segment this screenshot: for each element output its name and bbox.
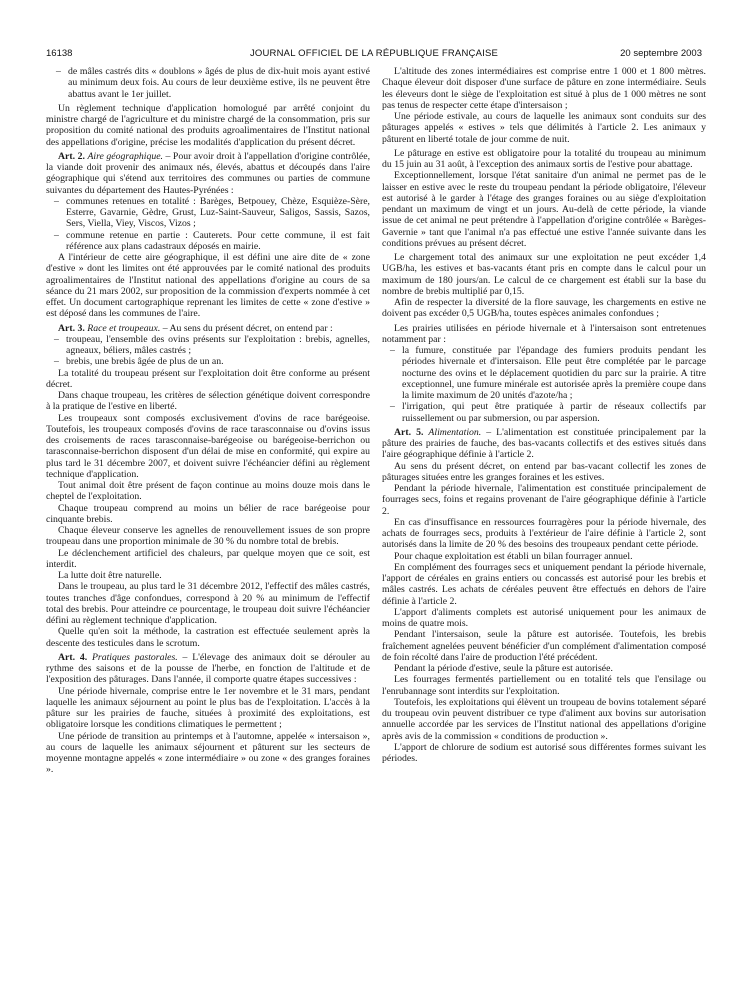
article-label: Art. 2. [58, 150, 85, 162]
article-title: Pratiques pastorales. [91, 651, 178, 663]
paragraph: Le pâturage en estive est obligatoire pour la totalité du troupeau au minimum du 15 juin au 31 août, à l'exception des animaux sortis de l'estive pour abattage. [382, 147, 706, 170]
paragraph: A l'intérieur de cette aire géographique, il est défini une aire dite de « zone d'estive » dont les limites ont été approuvées par le comité national des produits agroalimentaires de l'Institut national des appellations d'origine au cours de sa séance du 21 mars 2002, sur proposition de la commission d'experts nommée à cet effet. Un document cartographique reprenant les limites de cette « zone d'estive » est déposé dans les communes de l'aire. [46, 252, 370, 320]
paragraph: Afin de respecter la diversité de la flore sauvage, les chargements en estive ne doivent pas excéder 0,5 UGB/ha, toutes espèces animales confondues ; [382, 297, 706, 320]
page-header [46, 48, 702, 64]
article-5 [382, 427, 706, 461]
paragraph: Une période de transition au printemps et à l'automne, appelée « intersaison », au cours de laquelle les animaux séjournent et pâturent sur les secteurs de moyenne montagne appelés « zone intermédiaire » ou zone « des granges foraines ». [46, 730, 370, 776]
article-text: – L'élevage des animaux doit se dérouler au rythme des saisons et de la pousse de l'herbe, en fonction de l'altitude et de l'exposition des pâturages. Dans l'année, il comporte quatre étapes successives : [46, 651, 371, 686]
article-title: Race et troupeaux. [87, 322, 161, 334]
article-label: Art. 3. [58, 322, 85, 334]
list-males [46, 66, 370, 100]
list-item: – la fumure, constituée par l'épandage des fumiers produits pendant les périodes hivernale et d'intersaison. Elle peut être complétée par le parcage nocturne des ovins et le déplacement quotidien du parc sur la prairie. A titre exceptionnel, une fumure minérale est autorisée après la première coupe dans la limite maximum de 20 unités d'azote/ha ; [390, 345, 706, 401]
list-item: – troupeau, l'ensemble des ovins présents sur l'exploitation : brebis, agnelles, agneaux, béliers, mâles castrés ; [54, 333, 370, 356]
article-title: Alimentation. [428, 426, 482, 438]
paragraph: Pour chaque exploitation est établi un bilan fourrager annuel. [394, 550, 633, 562]
paragraph: Quelle qu'en soit la méthode, la castration est effectuée seulement après la descente des testicules dans le scrotum. [46, 626, 370, 649]
list-item: – communes retenues en totalité : Barèges, Betpouey, Chèze, Esquièze-Sère, Esterre, Gavarnie, Gèdre, Grust, Luz-Saint-Sauveur, Saligos, Sassis, Sazos, Sers, Viella, Viey, Viscos, Vizos ; [54, 195, 370, 230]
list-item: – brebis, une brebis âgée de plus de un an. [54, 356, 224, 368]
paragraph: En complément des fourrages secs et uniquement pendant la période hivernale, l'apport de céréales en grains entiers ou concassés est autorisé pour les brebis et mâles castrés. Les achats de céréales peuvent être effectués en dehors de l'aire définie à l'article 2. [382, 561, 706, 607]
paragraph: Tout animal doit être présent de façon continue au moins douze mois dans le cheptel de l'exploitation. [46, 480, 370, 503]
list-communes [46, 196, 370, 252]
paragraph: L'apport d'aliments complets est autorisé uniquement pour les animaux de moins de quatre mois. [382, 606, 706, 629]
left-column [46, 66, 370, 776]
article-4 [46, 652, 370, 686]
paragraph: L'altitude des zones intermédiaires est comprise entre 1 000 et 1 800 mètres. Chaque éleveur doit disposer d'une surface de pâture en zone intermédiaire. Seuls les éleveurs dont le siège de l'exploitation est situé à plus de 1 000 mètres ne sont pas tenus de respecter cette étape d'intersaison ; [382, 66, 706, 111]
paragraph: Le chargement total des animaux sur une exploitation ne peut excéder 1,4 UGB/ha, les estives et bas-vacants étant pris en compte dans le calcul pour un maximum de 180 jours/an. Le calcul de ce chargement est établi sur la base du nombre de brebis multiplié par 0,15. [382, 252, 706, 297]
article-text: – Pour avoir droit à l'appellation d'origine contrôlée, la viande doit provenir des animaux nés, élevés, abattus et découpés dans l'aire géographique qui s'étend aux territoires des communes ou parties de commune suivantes du département des Hautes-Pyrénées : [46, 150, 371, 196]
paragraph: La totalité du troupeau présent sur l'exploitation doit être conforme au présent décret. [46, 367, 370, 390]
paragraph: Les fourrages fermentés partiellement ou en totalité tels que l'ensilage ou l'enrubannage sont interdits sur l'exploitation. [382, 674, 706, 697]
journal-title: JOURNAL OFFICIEL DE LA RÉPUBLIQUE FRANÇAISE [249, 48, 499, 59]
paragraph: Une période estivale, au cours de laquelle les animaux sont conduits sur des pâturages appelés « estives » tels que délimités à l'article 2. Les animaux y pâturent en liberté totale de jour comme de nuit. [382, 111, 706, 145]
paragraph: En cas d'insuffisance en ressources fourragères pour la période hivernale, des achats de fourrages secs, produits à l'extérieur de l'aire définie à l'article 2, sont autorisés dans la limite de 20 % des besoins des troupeaux pendant cette période. [382, 516, 706, 551]
page-number: 16138 [46, 48, 73, 59]
paragraph: Pendant la période d'estive, seule la pâture est autorisée. [394, 663, 613, 674]
paragraph: Les troupeaux sont composés exclusivement d'ovins de race barégeoise. Toutefois, les troupeaux composés d'ovins de race tarasconnaise ou d'ovins issus des croisements de races tarasconnaise-barégeoise ou barégeoise-berrichon ou tarasconnaise-berrichon disposent d'un délai de mise en conformité, qui expire au plus tard le 31 décembre 2007, et doivent suivre l'échéancier défini au règlement technique d'application. [46, 412, 370, 480]
paragraph: Toutefois, les exploitations qui élèvent un troupeau de bovins totalement séparé du troupeau ovin peuvent distribuer ce type d'aliment aux bovins sur autorisation annuelle accordée par les services de l'Institut national des appellations d'origine après avis de la commission « conditions de production ». [382, 696, 706, 742]
list-item: – commune retenue en partie : Cauterets. Pour cette commune, il est fait référence aux plans cadastraux déposés en mairie. [54, 229, 370, 252]
paragraph: Au sens du présent décret, on entend par bas-vacant collectif les zones de pâturages situées entre les granges foraines et les estives. [382, 460, 706, 483]
paragraph: Exceptionnellement, lorsque l'état sanitaire d'un animal ne permet pas de le laisser en estive avec le reste du troupeau pendant la période obligatoire, l'éleveur est autorisé à le garder à l'étage des granges foraines ou au siège d'exploitation pendant un maximum de vingt et un jours. Au-delà de cette période, la viande issue de cet animal ne peut prétendre à l'appellation d'origine contrôlée « Barèges-Gavernie » tant que l'animal n'a pas effectué une estive l'année suivante dans les conditions prévues au présent décret. [382, 170, 706, 249]
paragraph: Les prairies utilisées en période hivernale et à l'intersaison sont entretenues notamment par : [382, 322, 706, 345]
publication-date: 20 septembre 2003 [620, 48, 702, 59]
article-label: Art. 5. [394, 426, 424, 438]
list-item: – l'irrigation, qui peut être pratiquée à partir de réseaux collectifs par ruissellement ou par submersion, ou par aspersion. [390, 401, 706, 424]
paragraph: Chaque éleveur conserve les agnelles de renouvellement issues de son propre troupeau dans une proportion minimale de 30 % du nombre total de brebis. [46, 525, 370, 548]
paragraph: Un règlement technique d'application homologué par arrêté conjoint du ministre chargé de l'agriculture et du ministre chargé de la consommation, pris sur proposition du comité national des produits agroalimentaires de l'Institut national des appellations d'origine, précise les modalités d'application du présent décret. [46, 102, 370, 148]
paragraph: Dans chaque troupeau, les critères de sélection génétique doivent correspondre à la pratique de l'estive en liberté. [46, 390, 370, 413]
article-3 [46, 323, 370, 334]
article-text: – Au sens du présent décret, on entend par : [162, 322, 333, 334]
article-2 [46, 151, 370, 196]
list-item: – de mâles castrés dits « doublons » âgés de plus de dix-huit mois ayant estivé au minimum deux fois. Au cours de leur deuxième estive, ils ne peuvent être abattus avant le 1er juillet. [56, 66, 370, 100]
paragraph: L'apport de chlorure de sodium est autorisé sous différentes formes suivant les périodes. [382, 741, 706, 764]
paragraph: La lutte doit être naturelle. [58, 570, 162, 581]
paragraph: Dans le troupeau, au plus tard le 31 décembre 2012, l'effectif des mâles castrés, toutes tranches d'âge confondues, correspond à 20 % au minimum de l'effectif total des brebis. Pour atteindre ce pourcentage, le troupeau doit suivre l'échéancier défini au règlement technique d'application. [46, 581, 370, 626]
article-text: – L'alimentation est constituée principalement par la pâture des prairies de fauche, des bas-vacants collectifs et des estives situés dans l'aire géographique définie à l'article 2. [382, 426, 707, 461]
list-definitions [46, 334, 370, 368]
paragraph: Chaque troupeau comprend au moins un bélier de race barégeoise pour cinquante brebis. [46, 502, 370, 525]
article-title: Aire géographique. [87, 150, 163, 162]
paragraph: Une période hivernale, comprise entre le 1er novembre et le 31 mars, pendant laquelle les animaux séjournent au point le plus bas de l'exploitation. L'accès à la pâture sur les prairies de fauche, situées à proximité des exploitations, est obligatoire lorsque les conditions climatiques le permettent ; [46, 685, 370, 731]
paragraph: Le déclenchement artificiel des chaleurs, par quelque moyen que ce soit, est interdit. [46, 547, 370, 570]
right-column [382, 66, 706, 764]
article-label: Art. 4. [58, 651, 88, 663]
paragraph: Pendant la période hivernale, l'alimentation est constituée principalement de fourrages secs, foins et regains provenant de l'aire géographique définie à l'article 2. [382, 483, 706, 517]
paragraph: Pendant l'intersaison, seule la pâture est autorisée. Toutefois, les brebis fraîchement agnelées peuvent bénéficier d'un complément d'alimentation composé de foin récolté dans l'aire de production l'été précédent. [382, 629, 706, 663]
list-entretien [382, 345, 706, 424]
